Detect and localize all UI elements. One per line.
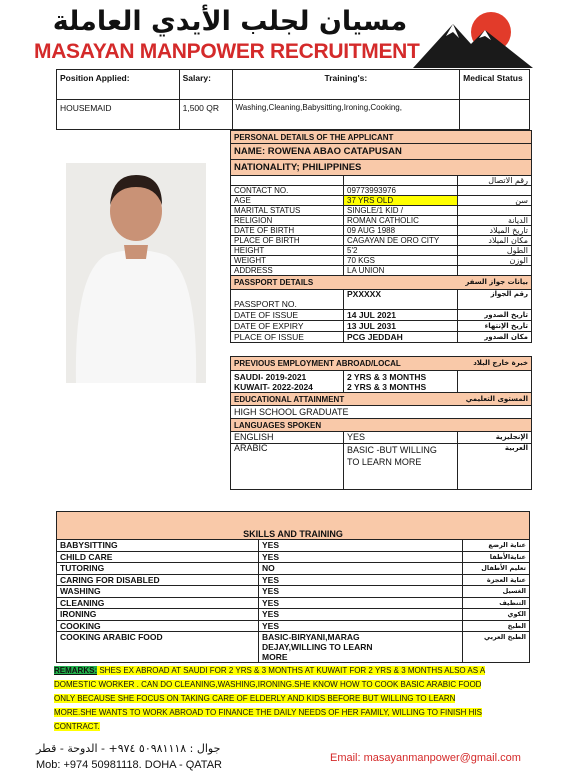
skill-arabic: عنايةالأطفا — [463, 551, 530, 563]
arabic-label: ARABIC — [231, 444, 344, 490]
position-table — [56, 69, 530, 130]
skill-label: WASHING — [57, 586, 259, 598]
footer-arabic-contact: جوال : ٥٠٩٨١١١٨ ٩٧٤+ - الدوحة - قطر — [36, 742, 221, 755]
dob-label: DATE OF BIRTH — [231, 226, 344, 236]
applicant-nationality: NATIONALITY; PHILIPPINES — [231, 160, 532, 176]
skill-arabic: الطبخ — [463, 620, 530, 632]
skill-label: BABYSITTING — [57, 540, 259, 552]
weight-arabic: الوزن — [458, 256, 532, 266]
height-label: HEIGHT — [231, 246, 344, 256]
passport-section-arabic: بيانات جواز السفر — [458, 276, 532, 290]
skill-label: IRONING — [57, 609, 259, 621]
skill-arabic: عناية العجزة — [463, 574, 530, 586]
arabic-company-title: مسيان لجلب الأيدي العاملة — [52, 6, 408, 37]
issue-date-arabic: تاريخ الصدور — [458, 310, 532, 321]
age-label: AGE — [231, 196, 344, 206]
employment-section-arabic: خبرة خارج البلاد — [458, 357, 532, 371]
dob-value: 09 AUG 1988 — [344, 226, 458, 236]
salary-value: 1,500 QR — [179, 100, 232, 130]
detail-arabic: رقم الاتصال — [458, 176, 532, 186]
skill-arabic: الغسيل — [463, 586, 530, 598]
religion-value: ROMAN CATHOLIC — [344, 216, 458, 226]
address-value: LA UNION — [344, 266, 458, 276]
employment-durations: 2 YRS & 3 MONTHS 2 YRS & 3 MONTHS — [344, 371, 458, 393]
marital-value: SINGLE/1 KID / — [344, 206, 458, 216]
pob-value: CAGAYAN DE ORO CITY — [344, 236, 458, 246]
passport-no-value: PXXXXX — [344, 290, 458, 310]
expiry-date-value: 13 JUL 2031 — [344, 321, 458, 332]
skill-value: YES — [259, 597, 463, 609]
skill-value: YES — [259, 551, 463, 563]
contact-label: CONTACT NO. — [231, 186, 344, 196]
arabic-value: BASIC -BUT WILLING TO LEARN MORE — [344, 444, 458, 490]
skill-label: COOKING — [57, 620, 259, 632]
pob-arabic: مكان الميلاد — [458, 236, 532, 246]
education-section-title: EDUCATIONAL ATTAINMENT — [231, 393, 458, 406]
skill-arabic: الكوي — [463, 609, 530, 621]
height-arabic: الطول — [458, 246, 532, 256]
skill-arabic: تعليم الأطفال — [463, 563, 530, 575]
skill-value: YES — [259, 574, 463, 586]
age-value: 37 YRS OLD — [344, 196, 458, 206]
issue-place-value: PCG JEDDAH — [344, 332, 458, 343]
skill-arabic: التنظيف — [463, 597, 530, 609]
trainings-value: Washing,Cleaning,Babysitting,Ironing,Cooking, — [232, 100, 460, 130]
mountain-logo-icon — [413, 10, 533, 68]
trainings-header: Training's: — [232, 70, 460, 100]
english-arabic: الإنجليزية — [458, 432, 532, 444]
english-label: ENGLISH — [231, 432, 344, 444]
skill-value: BASIC-BIRYANI,MARAG DEJAY,WILLING TO LEARN MORE — [259, 632, 463, 663]
medical-value — [460, 100, 530, 130]
issue-place-arabic: مكان الصدور — [458, 332, 532, 343]
weight-value: 70 KGS — [344, 256, 458, 266]
personal-details-table — [230, 130, 532, 490]
issue-place-label: PLACE OF ISSUE — [231, 332, 344, 343]
passport-section-title: PASSPORT DETAILS — [231, 276, 458, 290]
passport-no-arabic: رقم الجواز — [458, 290, 532, 310]
skill-label: TUTORING — [57, 563, 259, 575]
contact-value: 09773993976 — [344, 186, 458, 196]
weight-label: WEIGHT — [231, 256, 344, 266]
skill-arabic: الطبخ العربي — [463, 632, 530, 663]
arabic-arabic: العربية — [458, 444, 532, 490]
remarks-text: SHES EX ABROAD AT SAUDI FOR 2 YRS & 3 MONTHS AT KUWAIT FOR 2 YRS & 3 MONTHS ALSO AS A DOMESTIC WORKER . CAN DO CLEANING,WASHING,IRONING.SHE KNOW HOW TO COOK BASIC ARABIC FOOD ONLY BECAUSE SHE FOCUS ON TAKING CARE OF ELDERLY AND KIDS BEFORE BUT WILLING TO LEARN MORE.SHE WANTS TO WORK ABROAD TO FINANCE THE DAILY NEEDS OF HER FAMILY, WILLING TO FINISH HIS CONTRACT. — [54, 666, 486, 731]
skill-label: CHILD CARE — [57, 551, 259, 563]
issue-date-label: DATE OF ISSUE — [231, 310, 344, 321]
issue-date-value: 14 JUL 2021 — [344, 310, 458, 321]
detail-label — [231, 176, 344, 186]
skill-value: YES — [259, 620, 463, 632]
skill-value: NO — [259, 563, 463, 575]
footer-email: Email: masayanmanpower@gmail.com — [330, 752, 521, 764]
skill-value: YES — [259, 609, 463, 621]
expiry-date-arabic: تاريخ الإنتهاء — [458, 321, 532, 332]
salary-header: Salary: — [179, 70, 232, 100]
position-value: HOUSEMAID — [57, 100, 180, 130]
age-arabic: سن — [458, 196, 532, 206]
languages-section-title: LANGUAGES SPOKEN — [231, 419, 532, 432]
medical-header: Medical Status — [460, 70, 530, 100]
skill-label: CLEANING — [57, 597, 259, 609]
skills-section-title: SKILLS AND TRAINING — [57, 512, 530, 540]
pob-label: PLACE OF BIRTH — [231, 236, 344, 246]
skill-label: COOKING ARABIC FOOD — [57, 632, 259, 663]
education-section-arabic: المستوى التعليمي — [458, 393, 532, 406]
skill-value: YES — [259, 540, 463, 552]
education-value: HIGH SCHOOL GRADUATE — [231, 406, 532, 419]
detail-value — [344, 176, 458, 186]
marital-arabic — [458, 206, 532, 216]
employment-section-title: PREVIOUS EMPLOYMENT ABROAD/LOCAL — [231, 357, 458, 371]
religion-arabic: الديانة — [458, 216, 532, 226]
position-header: Position Applied: — [57, 70, 180, 100]
address-arabic — [458, 266, 532, 276]
passport-no-label: PASSPORT NO. — [231, 290, 344, 310]
address-label: ADDRESS — [231, 266, 344, 276]
skills-table — [56, 511, 530, 663]
skill-arabic: عناية الرضع — [463, 540, 530, 552]
applicant-name: NAME: ROWENA ABAO CATAPUSAN — [231, 144, 532, 160]
contact-arabic — [458, 186, 532, 196]
employment-countries: SAUDI- 2019-2021 KUWAIT- 2022-2024 — [231, 371, 344, 393]
personal-section-title: PERSONAL DETAILS OF THE APPLICANT — [231, 131, 532, 144]
skill-label: CARING FOR DISABLED — [57, 574, 259, 586]
remarks — [54, 664, 494, 734]
english-value: YES — [344, 432, 458, 444]
footer-mobile: Mob: +974 50981118. DOHA - QATAR — [36, 759, 222, 771]
height-value: 5'2 — [344, 246, 458, 256]
religion-label: RELIGION — [231, 216, 344, 226]
company-title: MASAYAN MANPOWER RECRUITMENT — [34, 40, 420, 63]
expiry-date-label: DATE OF EXPIRY — [231, 321, 344, 332]
marital-label: MARITAL STATUS — [231, 206, 344, 216]
skill-value: YES — [259, 586, 463, 598]
applicant-photo — [66, 163, 206, 383]
remarks-label: REMARKS: — [54, 666, 98, 675]
dob-arabic: تاريخ الميلاد — [458, 226, 532, 236]
